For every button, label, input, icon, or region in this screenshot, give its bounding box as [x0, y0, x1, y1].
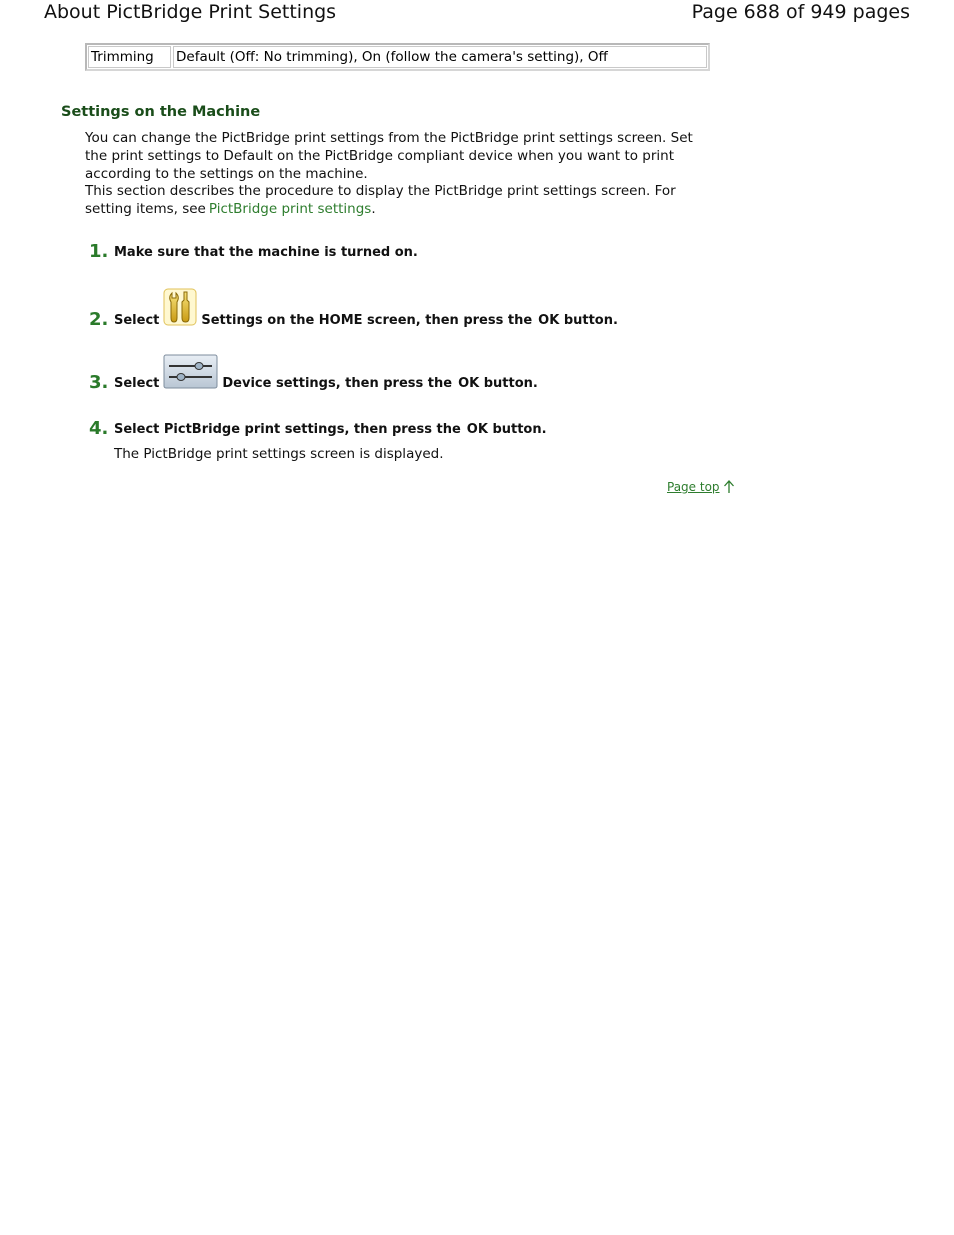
settings-table — [85, 43, 710, 71]
step-text-select: Select — [114, 313, 160, 328]
section-heading: Settings on the Machine — [61, 104, 261, 120]
step-number: 2. — [89, 309, 109, 330]
page-title: About PictBridge Print Settings — [44, 1, 337, 23]
ok-button-label: OK button. — [466, 422, 547, 437]
step-text: Make sure that the machine is turned on. — [114, 245, 418, 260]
ok-button-label: OK button. — [538, 313, 618, 328]
step-text-select: Select — [114, 376, 160, 391]
table-cell-value: Default (Off: No trimming), On (follow the camera's setting), Off — [173, 46, 707, 68]
page-top-label: Page top — [667, 480, 720, 494]
step-2 — [89, 288, 618, 330]
step-1 — [89, 242, 418, 262]
description-paragraph — [85, 182, 710, 218]
arrow-up-icon — [723, 480, 735, 494]
description-text: This section describes the procedure to display the PictBridge print settings screen. For setting items, see — [85, 183, 676, 217]
step-number: 1. — [89, 241, 109, 262]
step-text: Select PictBridge print settings, then press the — [114, 422, 461, 437]
step-4 — [89, 419, 547, 439]
settings-tools-icon — [163, 288, 197, 330]
pictbridge-print-settings-link[interactable]: PictBridge print settings — [208, 201, 372, 217]
ok-button-label: OK button. — [458, 376, 538, 391]
intro-paragraph: You can change the PictBridge print settings from the PictBridge print settings screen. Set the print settings to Default on the PictBridge compliant device when you want to print according to the settings on the machine. — [85, 130, 693, 182]
table-cell-setting: Trimming — [88, 46, 171, 68]
page-counter: Page 688 of 949 pages — [691, 1, 910, 23]
step-number: 4. — [89, 418, 109, 439]
step-result: The PictBridge print settings screen is displayed. — [114, 446, 444, 462]
step-text: Device settings, then press the — [222, 376, 453, 391]
step-number: 3. — [89, 372, 109, 393]
step-3 — [89, 354, 538, 393]
step-text: Settings on the HOME screen, then press the — [201, 313, 533, 328]
description-suffix: . — [371, 201, 376, 217]
device-settings-sliders-icon — [163, 354, 218, 393]
page-top-link[interactable] — [667, 480, 735, 494]
